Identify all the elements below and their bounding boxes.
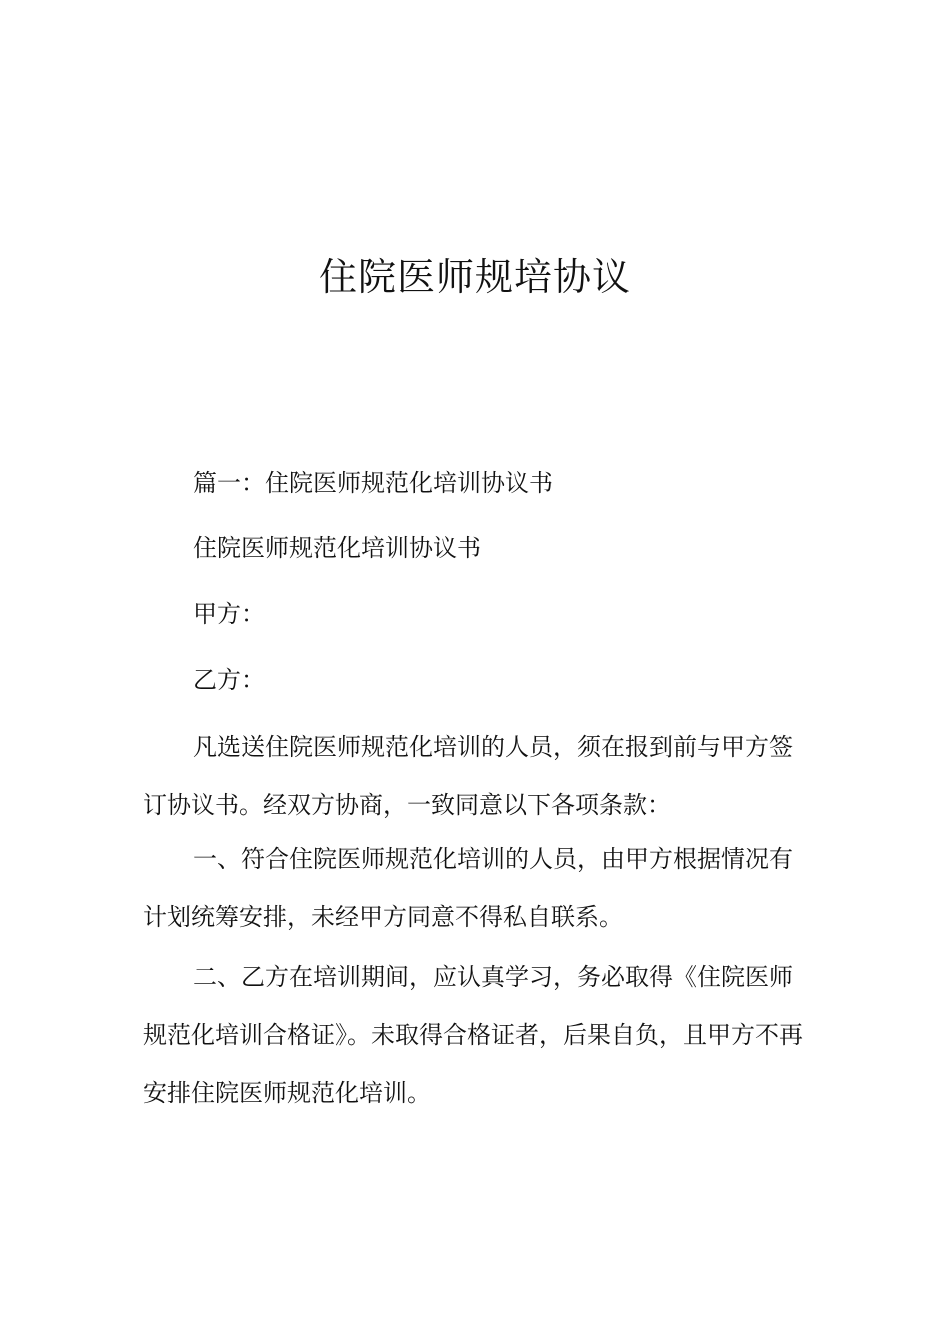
- intro-paragraph: 凡选送住院医师规范化培训的人员，须在报到前与甲方签订协议书。经双方协商，一致同意以下各项条款：: [143, 733, 793, 819]
- document-title: 住院医师规培协议: [318, 255, 631, 299]
- party-a-label: 甲方：: [193, 600, 265, 628]
- clause-1-paragraph: 一、符合住院医师规范化培训的人员，由甲方根据情况有计划统筹安排，未经甲方同意不得私自联系。: [143, 845, 793, 931]
- agreement-subheading: 住院医师规范化培训协议书: [193, 534, 481, 562]
- clause-2-paragraph: 二、乙方在培训期间，应认真学习，务必取得《住院医师规范化培训合格证》。未取得合格证者，后果自负，且甲方不再安排住院医师规范化培训。: [143, 963, 803, 1107]
- party-b-label: 乙方：: [193, 666, 265, 694]
- section-heading: 篇一：住院医师规范化培训协议书: [193, 469, 553, 497]
